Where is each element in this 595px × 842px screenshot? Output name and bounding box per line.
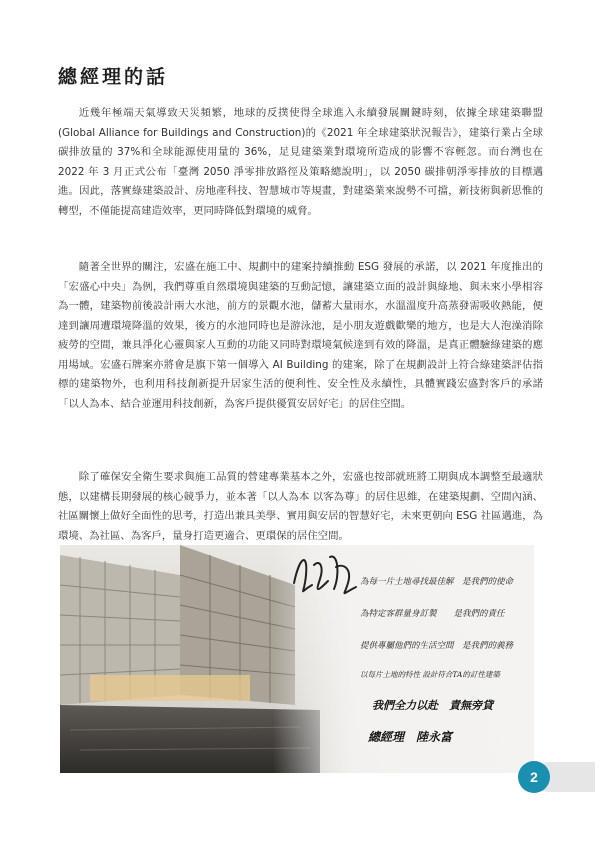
slogan-panel [290,545,534,773]
paragraph-2: 隨著全世界的關注，宏盛在施工中、規劃中的建案持續推動 ESG 發展的承諾，以 2021 年度推出的「宏盛心中央」為例，我們尊重自然環境與建築的互動記憶，讓建築立面的設計與綠地、與未來小學相容為一體，建築物前後設計兩大水池，前方的景觀水池，儲蓄大量雨水，水溫溫度升高蒸發需吸收熱能，便達到讓周遭環境降溫的效果，後方的水池同時也是游泳池，是小朋友遊戲歡樂的地方，也是大人泡澡消除疲勞的空間，兼具淨化心靈與家人互動的功能又同時對環境氣候達到有效的降溫，是真正體驗綠建築的應用場域。宏盛石牌案亦將會是旗下第一個導入 AI Building 的建案，除了在規劃設計上符合綠建築評估指標的建築物外，也利用科技創新提升居家生活的便利性、安全性及永續性，具體實踐宏盛對客戶的承諾「以人為本、結合並運用科技創新，為客戶提供優質安居好宅」的居住空間。 [58,261,543,410]
page-number-badge: 2 [518,761,550,793]
page-title: 總經理的話 [58,66,169,88]
slogan-line: 以每片土地的特性 設計符合TA的訂性建築 [360,670,500,679]
building-photo [60,545,534,773]
slogan-line: 為特定客群量身訂製 是我們的責任 [360,609,505,619]
paragraph-1: 近幾年極端天氣導致天災頻繁，地球的反撲使得全球進入永續發展關鍵時刻，依據全球建築聯盟(Global Alliance for Buildings and Construction)的《2021 年全球建築狀況報告》，建築行業占全球碳排放量的 37%和全球能源使用量的 36%，足見建築業對環境所造成的影響不容輕忽。而台灣也在 2022 年 3 月正式公布「臺灣 2050 淨零排放路徑及策略總說明」，以 2050 碳排朝淨零排放的目標邁進。因此，落實綠建築設計、房地產科技、智慧城市等規畫，對建築業來說勢不可擋，新技術與新思惟的轉型，不僅能提高建造效率，更同時降低對環境的威脅。 [58,107,543,217]
paragraph-3: 除了確保安全衛生要求與施工品質的營建專業基本之外，宏盛也按部就班將工期與成本調整至最適狀態，以建構長期發展的核心競爭力，並本著「以人為本 以客為尊」的居住思維，在建築規劃、空間內涵、社區關懷上做好全面性的思考，打造出兼具美學、實用與安居的智慧好宅，未來更朝向 ESG 社區邁進，為環境、為社區、為客戶，量身打造更適合、更環保的居住空間。 [58,471,544,542]
slogan-line: 為每一片土地尋找最佳解 是我們的使命 [360,577,514,587]
slogan-line: 提供專屬他們的生活空間 是我們的義務 [360,641,514,651]
motto: 我們全力以赴 責無旁貸 [372,699,493,712]
handwritten-signature [290,545,360,597]
signature-name: 總經理 陸永富 [368,730,453,744]
